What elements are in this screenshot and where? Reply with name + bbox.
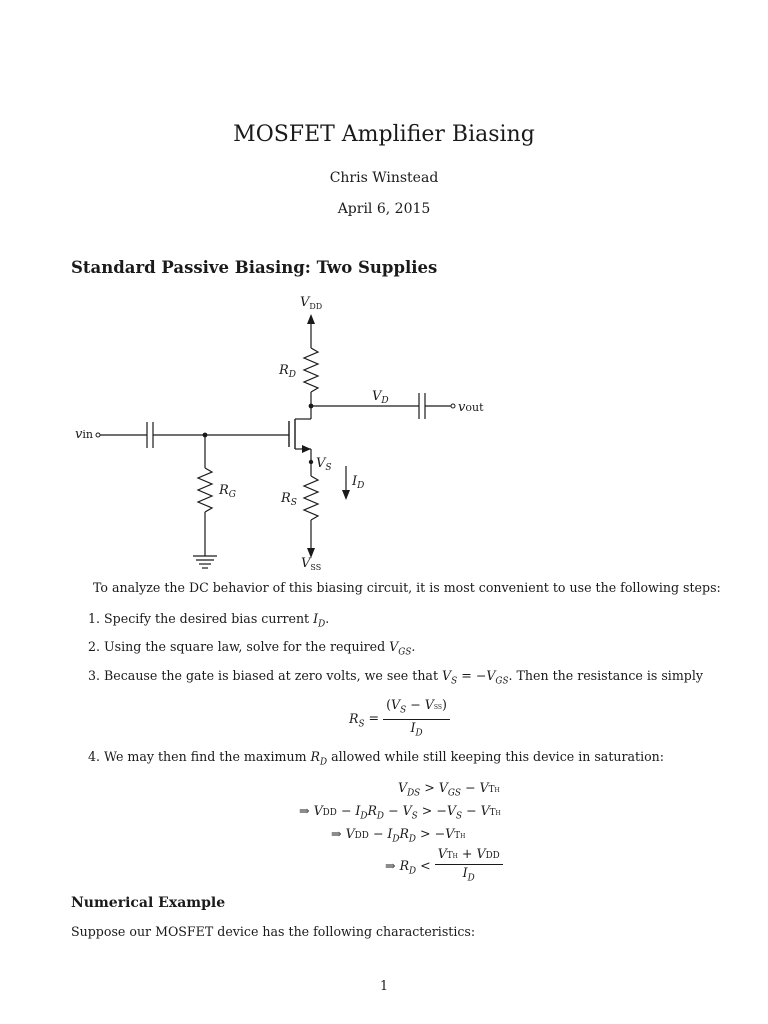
step-3-number: 3.: [88, 668, 101, 683]
svg-text:RG: [218, 483, 236, 500]
step-4-text-b: allowed while still keeping this device in saturation:: [331, 749, 665, 764]
page-number: 1: [379, 978, 388, 993]
paper-date: April 6, 2015: [337, 201, 431, 217]
vin-label: v: [75, 427, 83, 442]
step-3-text-a: Because the gate is biased at zero volts, we see that: [104, 668, 439, 683]
vdd-sub: DD: [309, 302, 323, 311]
vss-label: V: [301, 556, 311, 571]
paper-title: MOSFET Amplifier Biasing: [233, 122, 535, 147]
step-3: 3. Because the gate is biased at zero volts, we see that $V_S = -V_{GS}$. Then the resistance is simply: [88, 668, 703, 687]
saturation-eq-4: ⇒ $R_D$ < $\frac{\text{VTh + VDD}}{I_D}$: [385, 846, 503, 887]
step-3-text-b: . Then the resistance is simply: [508, 668, 703, 683]
vout-terminal: [451, 404, 455, 408]
vs-label: V: [316, 456, 326, 471]
author-name: Chris Winstead: [329, 170, 439, 186]
id-sub: D: [357, 481, 365, 491]
rd-label: R: [279, 363, 289, 378]
step-1-text: Specify the desired bias current: [104, 611, 310, 626]
vdd-arrowhead: [307, 314, 315, 324]
step-4-text-a: We may then find the maximum: [104, 749, 307, 764]
vd-sub: D: [381, 396, 389, 406]
rd-resistor: [304, 348, 318, 392]
source-node: [309, 460, 313, 464]
drain-node: [309, 404, 314, 409]
vout-label: v: [458, 400, 466, 415]
id-arrowhead: [342, 490, 350, 500]
step-2-number: 2.: [88, 639, 101, 654]
step-1-number: 1.: [88, 611, 101, 626]
vdd-label: V: [300, 295, 310, 310]
rs-label: R: [281, 491, 291, 506]
svg-text:RS: [280, 491, 297, 508]
step-4: 4. We may then find the maximum $R_D$ allowed while still keeping this device in saturation:: [88, 749, 665, 768]
vd-label: V: [372, 389, 382, 404]
rg-label: R: [219, 483, 229, 498]
step-2: 2. Using the square law, solve for the required $V_{GS}$.: [88, 639, 416, 658]
saturation-eq-3: ⇒ VDD − $I_DR_D > -VTh$: [331, 826, 466, 845]
mosfet-arrow: [302, 445, 311, 453]
svg-text:vout: [458, 400, 484, 415]
rd-sub: D: [288, 370, 297, 380]
step-1: 1. Specify the desired bias current $I_D$.: [88, 611, 330, 630]
rg-resistor: [198, 468, 212, 512]
id-label: I: [352, 474, 358, 489]
rs-equation: $R_S$ = $\frac{(V_S - Vss)}{I_D}$: [349, 697, 450, 741]
saturation-eq-1: $V_{DS} > V_{GS}$ − VTh: [398, 780, 500, 799]
svg-text:vin: [75, 427, 93, 442]
rg-sub: G: [228, 490, 236, 500]
step-2-text: Using the square law, solve for the required: [104, 639, 386, 654]
section-heading: Standard Passive Biasing: Two Supplies: [71, 258, 438, 277]
vs-sub: S: [325, 463, 332, 473]
rs-sub: S: [290, 498, 297, 508]
vout-sub: out: [465, 401, 484, 414]
subsection-heading: Numerical Example: [71, 895, 226, 911]
svg-text:VSS: [301, 556, 321, 572]
rs-resistor: [304, 476, 318, 520]
saturation-eq-2: ⇒ VDD − $I_DR_D - V_S > -V_S$ − VTh: [299, 803, 501, 822]
circuit-schematic: [0, 285, 768, 585]
svg-text:RD: [278, 363, 296, 380]
svg-text:VS: [316, 456, 332, 473]
vin-sub: in: [82, 428, 93, 441]
svg-text:ID: [351, 474, 364, 491]
intro-paragraph: To analyze the DC behavior of this biasing circuit, it is most convenient to use the following steps:: [93, 580, 721, 595]
vss-sub: SS: [310, 563, 322, 572]
gate-node: [203, 433, 208, 438]
svg-text:VD: [372, 389, 389, 406]
svg-text:VDD: [300, 295, 322, 311]
step-4-number: 4.: [88, 749, 101, 764]
vin-terminal: [96, 433, 100, 437]
example-paragraph: Suppose our MOSFET device has the following characteristics:: [71, 924, 476, 939]
